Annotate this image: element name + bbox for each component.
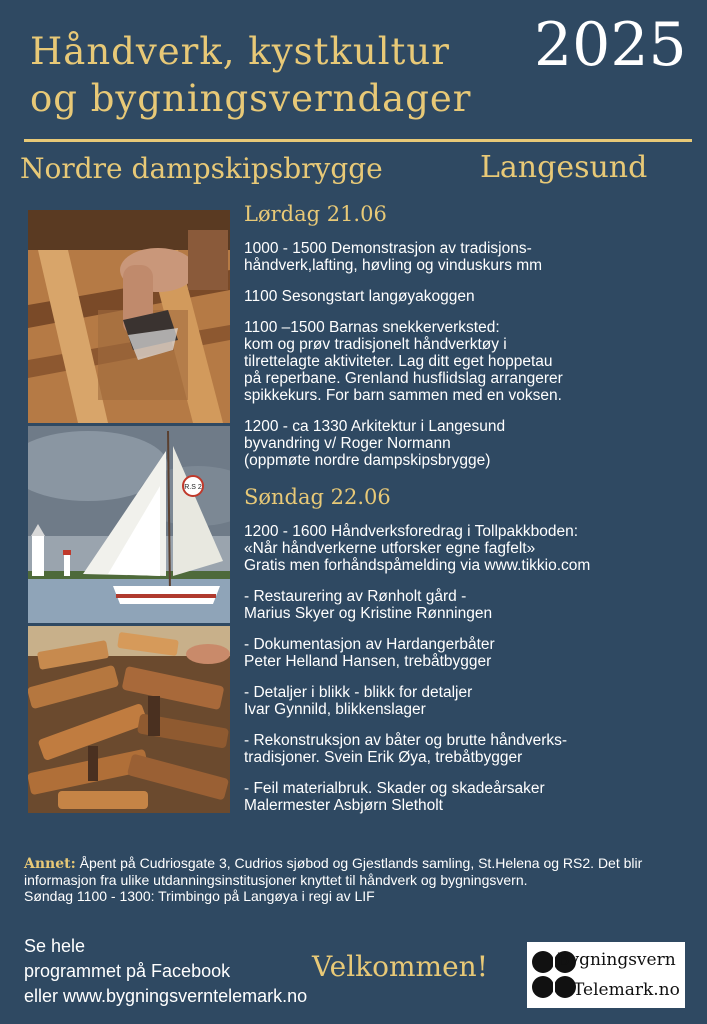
item-line: Gratis men forhåndspåmelding via www.tikkio.com bbox=[244, 557, 591, 574]
item-line: - Dokumentasjon av Hardangerbåter bbox=[244, 636, 495, 653]
sunday-item bbox=[244, 684, 704, 718]
item-line: tradisjoner. Svein Erik Øya, trebåtbygger bbox=[244, 749, 523, 766]
item-line: kom og prøv tradisjonelt håndverktøy i bbox=[244, 336, 507, 353]
other-info-sunday: Søndag 1100 - 1300: Trimbingo på Langøya i regi av LIF bbox=[24, 888, 375, 904]
item-line: 1100 –1500 Barnas snekkerverksted: bbox=[244, 319, 500, 336]
saturday-item bbox=[244, 288, 704, 305]
item-line: håndverk,lafting, høvling og vinduskurs mm bbox=[244, 257, 543, 274]
website-link[interactable]: eller www.bygningsverntelemark.no bbox=[24, 986, 308, 1006]
photo-window-restoration bbox=[28, 210, 230, 423]
facebook-line-1: Se hele bbox=[24, 936, 86, 956]
item-line: - Rekonstruksjon av båter og brutte håndverks- bbox=[244, 732, 568, 749]
title-line-1: Håndverk, kystkultur bbox=[30, 30, 450, 73]
sunday-item bbox=[244, 780, 704, 814]
sunday-item bbox=[244, 732, 704, 766]
saturday-item bbox=[244, 418, 704, 469]
other-info-text: Åpent på Cudriosgate 3, Cudrios sjøbod og Gjestlands samling, St.Helena og RS2. Det blir informasjon fra ulike utdanningsinstitusjoner knyttet til håndverk og bygningsvern. bbox=[24, 855, 643, 888]
other-info-label: Annet: bbox=[24, 856, 76, 872]
item-line: - Detaljer i blikk - blikk for detaljer bbox=[244, 684, 473, 701]
program-content bbox=[244, 200, 704, 828]
other-info bbox=[24, 855, 704, 904]
item-line: byvandring v/ Roger Normann bbox=[244, 435, 451, 452]
facebook-line-2: programmet på Facebook bbox=[24, 961, 231, 981]
sunday-item bbox=[244, 636, 704, 670]
item-line: - Restaurering av Rønholt gård - bbox=[244, 588, 467, 605]
welcome-text: Velkommen! bbox=[312, 950, 488, 983]
item-line: Peter Helland Hansen, trebåtbygger bbox=[244, 653, 492, 670]
year: 2025 bbox=[534, 10, 687, 80]
item-line: 1200 - ca 1330 Arkitektur i Langesund bbox=[244, 418, 506, 435]
sunday-item bbox=[244, 523, 704, 574]
item-line: 1200 - 1600 Håndverksforedrag i Tollpakkboden: bbox=[244, 523, 579, 540]
item-line: 1100 Sesongstart langøyakoggen bbox=[244, 288, 475, 305]
item-line: 1000 - 1500 Demonstrasjon av tradisjons- bbox=[244, 240, 532, 257]
saturday-item bbox=[244, 319, 704, 404]
photo-hand-planes bbox=[28, 626, 230, 813]
item-line: Ivar Gynnild, blikkenslager bbox=[244, 701, 426, 718]
item-line: Malermester Asbjørn Sletholt bbox=[244, 797, 443, 814]
divider bbox=[24, 139, 692, 142]
item-line: Marius Skyer og Kristine Rønningen bbox=[244, 605, 493, 622]
logo-line-1: Bygningsvern bbox=[557, 950, 676, 970]
location-venue: Nordre dampskipsbrygge bbox=[20, 152, 383, 185]
item-line: - Feil materialbruk. Skader og skadeårsaker bbox=[244, 780, 545, 797]
saturday-heading: Lørdag 21.06 bbox=[244, 202, 387, 226]
title-line-2: og bygningsverndager bbox=[30, 77, 472, 120]
photo-sailing-boat bbox=[28, 426, 230, 623]
saturday-item bbox=[244, 240, 704, 274]
item-line: spikkekurs. For barn sammen med en voksen. bbox=[244, 387, 562, 404]
item-line: på reperbane. Grenland husflidslag arrangerer bbox=[244, 370, 563, 387]
sunday-item bbox=[244, 588, 704, 622]
sail-badge: R.S 2 bbox=[184, 484, 202, 491]
sunday-heading: Søndag 22.06 bbox=[244, 485, 391, 509]
logo-line-2: Telemark.no bbox=[573, 980, 680, 1000]
item-line: (oppmøte nordre dampskipsbrygge) bbox=[244, 452, 491, 469]
poster-title bbox=[30, 28, 550, 122]
item-line: tilrettelagte aktiviteter. Lag ditt eget hoppetau bbox=[244, 353, 553, 370]
location-town: Langesund bbox=[480, 150, 648, 185]
bygningsvern-logo bbox=[527, 942, 685, 1008]
other-info-paragraph bbox=[24, 855, 704, 888]
item-line: «Når håndverkerne utforsker egne fagfelt» bbox=[244, 540, 536, 557]
